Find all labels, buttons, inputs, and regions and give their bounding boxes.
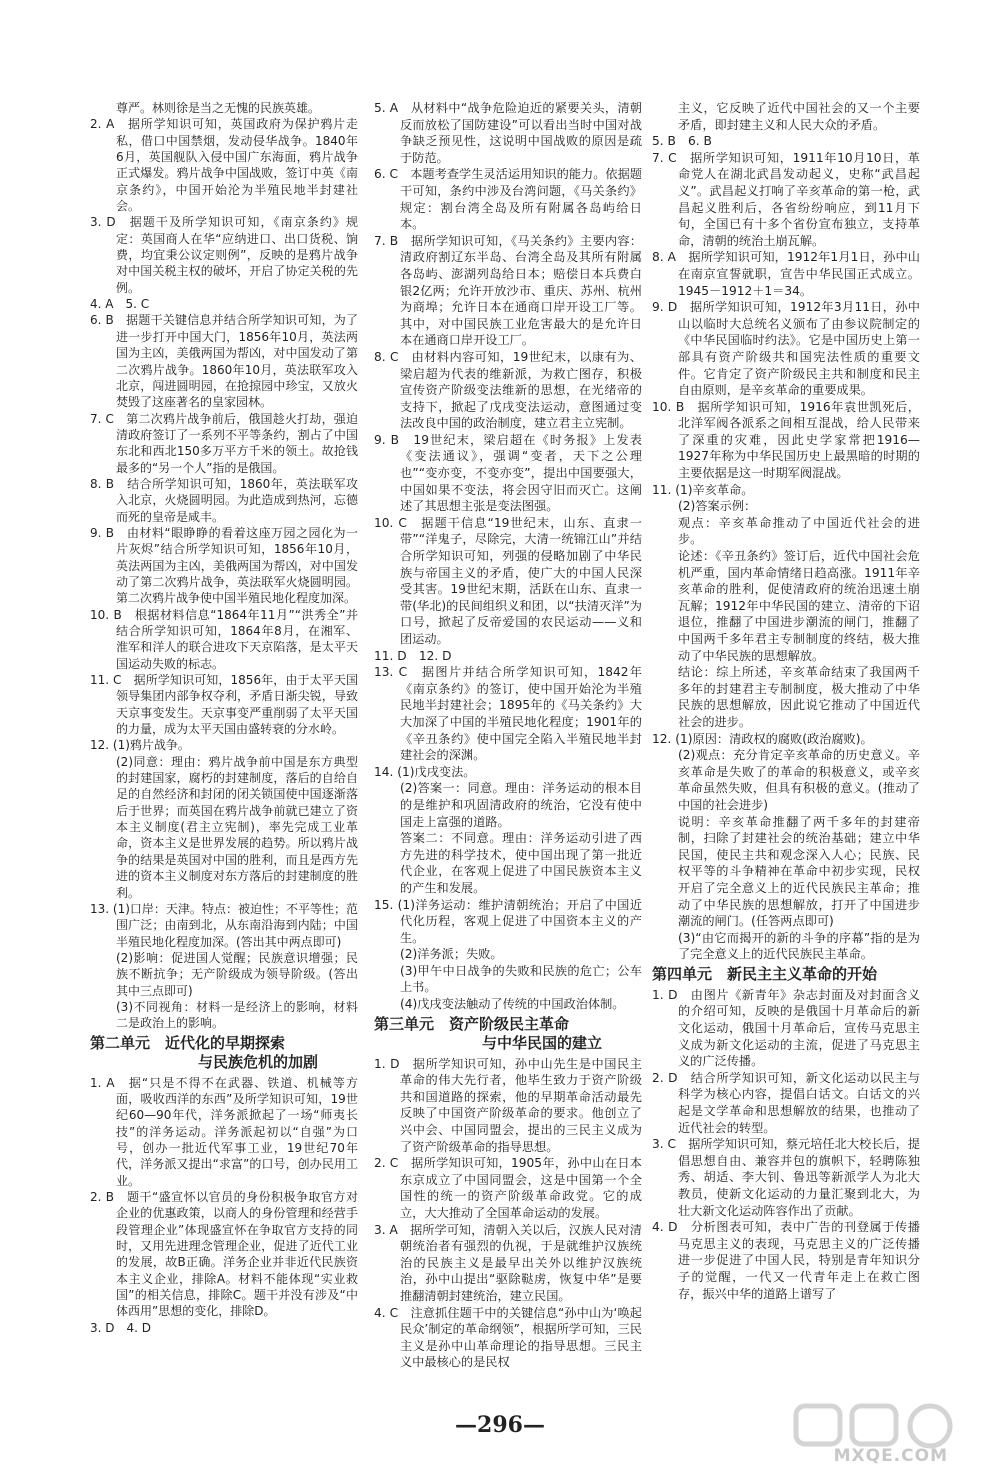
- answer-paragraph: 论述：《辛丑条约》签订后，近代中国社会危机严重，国内革命情绪日趋高涨。1911年辛亥革命的胜利，促使清政府的统治迅速土崩瓦解；1912年中华民国的建立、清帝的下诏退位，推翻了中国进步潮流的闸门，推翻了中国两千多年君主专制制度的终结，极大推动了中华民族的思想解放。: [678, 549, 920, 663]
- answer-paragraph: (3)“由它而揭开的新的斗争的序幕”指的是为了完全意义上的近代民族民主革命。: [678, 930, 920, 962]
- answer-item: 10. C 据题干信息“19世纪末，山东、直隶一带”“洋鬼子，尽除完，大清一统锦江山”并结合所学知识可知，列强的侵略加剧了中华民族与帝国主义的矛盾，使广大的中国人民深受其害。19世纪末期，活跃在山东、直隶一带(华北)的民间组织义和团，以“扶清灭洋”为口号，掀起了反帝爱国的农民运动——义和团运动。: [374, 515, 642, 646]
- answer-item: 15. (1)洋务运动：维护清朝统治；开启了中国近代化历程，客观上促进了中国资本主义的产生。: [374, 897, 642, 945]
- answer-item: 7. C 第二次鸦片战争前后，俄国趁火打劫，强迫清政府签订了一系列不平等条约，割占了中国东北和西北150多万平方千米的领土。故抢钱最多的“另一个人”指的是俄国。: [90, 411, 358, 475]
- unit-heading-line1: 第四单元 新民主主义革命的开始: [652, 964, 878, 983]
- answer-item: 11. C 据所学知识可知，1856年，由于太平天国领导集团内部争权夺利，矛盾日渐尖锐，导致天京事变发生。天京事变严重削弱了太平天国的力量，成为太平天国由盛转衰的分水岭。: [90, 673, 358, 737]
- answer-item: 2. D 结合所学知识可知，新文化运动以民主与科学为核心内容，提倡白话文。白话文的兴起是文学革命和思想解放的结果，也推动了近代社会的转型。: [652, 1070, 920, 1135]
- answer-item: 6. C 本题考查学生灵活运用知识的能力。依据题干可知，条约中涉及台湾问题，《马关条约》规定：割台湾全岛及所有附属各岛屿给日本。: [374, 167, 642, 232]
- column-2: [374, 100, 642, 1371]
- answer-item: 7. C 据所学知识可知，1911年10月10日，革命党人在湖北武昌发动起义，史称“武昌起义”。武昌起义打响了辛亥革命的第一枪，武昌起义胜利后，各省纷纷响应，到11月下旬，全国已有十多个省份宣布独立，支持革命，清朝的统治土崩瓦解。: [652, 150, 920, 248]
- answer-item: 4. D 分析图表可知，表中广告的刊登属于传播马克思主义的表现，马克思主义的广泛传播进一步促进了中国人民，特别是青年知识分子的觉醒，一代又一代青年走上在救亡图存，振兴中华的道路上谱写了: [652, 1220, 920, 1301]
- answer-item: 5. B 6. B: [652, 134, 712, 149]
- answer-item: 12. (1)鸦片战争。: [90, 738, 190, 753]
- answer-paragraph: 观点：辛亥革命推动了中国近代社会的进步。: [678, 515, 920, 547]
- unit-heading: [90, 1034, 358, 1072]
- watermark-text: MXQE.COM: [833, 1446, 948, 1466]
- answer-item: 4. C 注意抓住题干中的关键信息“孙中山为‘唤起民众’制定的革命纲领”，根据所学可知，三民主义是孙中山革命理论的指导思想。三民主义中最核心的是民权: [374, 1305, 642, 1370]
- answer-item: 1. D 据所学知识可知，孙中山先生是中国民主革命的伟大先行者，他毕生致力于资产阶级共和国道路的探索，他的早期革命活动最先反映了中国资产阶级革命的要求。他创立了兴中会、中国同盟会，提出的三民主义成为了资产阶级革命的指导思想。: [374, 1056, 642, 1154]
- answer-item: 11. D 12. D: [374, 648, 452, 663]
- answer-paragraph: 尊严。林则徐是当之无愧的民族英雄。: [116, 101, 321, 115]
- answer-paragraph: 主义，它反映了近代中国社会的又一个主要矛盾，即封建主义和人民大众的矛盾。: [678, 101, 920, 132]
- answer-paragraph: (4)戊戌变法触动了传统的中国政治体制。: [400, 997, 625, 1012]
- unit-heading-line2: 与民族危机的加剧: [197, 1052, 318, 1071]
- answer-item: 12. (1)原因：清政权的腐败(政治腐败)。: [652, 731, 873, 746]
- answer-paragraph: (2)同意：理由：鸦片战争前中国是东方典型的封建国家，腐朽的封建制度，落后的自给自足的自然经济和封闭的闭关锁国使中国逐渐落后于世界；而英国在鸦片战争前就已建立了资本主义制度(君主立宪制)，率先完成工业革命，资本主义是世界发展的趋势。所以鸦片战争的结果是英国对中国的胜利，而且是西方先进的资本主义制度对东方落后的封建制度的胜利。: [116, 754, 358, 900]
- answer-item: 8. B 结合所学知识可知，1860年，英法联军攻入北京，火烧圆明园。为此造成到热河，忘德而死的皇帝是咸丰。: [90, 476, 358, 524]
- answer-item: 3. D 4. D: [90, 1320, 152, 1335]
- column-3: [652, 100, 920, 1302]
- answer-paragraph: 答案二：不同意。理由：洋务运动引进了西方先进的科学技术，使中国出现了第一批近代企业，在客观上促进了中国民族资本主义的产生和发展。: [400, 831, 642, 895]
- answer-item: 10. B 据所学知识可知，1916年袁世凯死后，北洋军阀各派系之间相互混战，给人民带来了深重的灾难，因此史学家常把1916—1927年称为中华民国历史上最黑暗的时期的主要依据是这一时期军阀混战。: [652, 399, 920, 481]
- answer-item: 14. (1)戊戌变法。: [374, 764, 476, 779]
- answer-item: 5. A 从材料中“战争危险迫近的紧要关头，清朝反而放松了国防建设”可以看出当时中国对战争缺乏预见性，这说明中国战败的原因是疏于防范。: [374, 101, 642, 165]
- unit-heading: [652, 965, 920, 984]
- unit-heading-line1: 第三单元 资产阶级民主革命: [374, 1014, 570, 1033]
- answer-item: 9. B 19世纪末，梁启超在《时务报》上发表《变法通议》，强调“变者，天下之公理也”“变亦变，不变亦变”，提出中国要强大，中国如果不变法，将会因守旧而灭亡。这阐述了其思想主张是变法图强。: [374, 432, 642, 514]
- answer-item: 3. A 据所学可知，清朝入关以后，汉族人民对清朝统治者有强烈的仇视，于是就维护汉族统治的民族主义是最早出关外以维护汉族统治，孙中山提出“驱除鞑虏，恢复中华”是要推翻清朝封建统治，建立民国。: [374, 1222, 642, 1303]
- answer-item: 8. A 据所学知识可知，1912年1月1日，孙中山在南京宣誓就职，宣告中华民国正式成立。1945－1912＋1＝34。: [652, 250, 920, 298]
- answer-item: 13. (1)口岸：天津。特点：被迫性；不平等性；范围广泛；由南到北，从东南沿海到内陆；中国半殖民地化程度加深。(答出其中两点即可): [90, 901, 358, 949]
- unit-heading: [374, 1015, 642, 1053]
- answer-paragraph: (2)观点：充分肯定辛亥革命的历史意义。辛亥革命是失败了的革命的积极意义，或辛亥革命虽然失败，但具有积极的意义。(推动了中国的社会进步): [678, 748, 920, 812]
- answer-paragraph: (2)影响：促进国人觉醒；民族意识增强；民族不断抗争；无产阶级成为领导阶级。(答出其中三点即可): [116, 950, 358, 998]
- answer-item: 7. B 据所学知识可知，《马关条约》主要内容：清政府割辽东半岛、台湾全岛及其所有附属各岛屿、澎湖列岛给日本；赔偿日本兵费白银2亿两；允许开放沙市、重庆、苏州、杭州为商埠；允许日本在通商口岸开设工厂等。其中，对中国民族工业危害最大的是允许日本在通商口岸开设工厂。: [374, 233, 642, 348]
- answer-paragraph: (2)答案示例：: [678, 499, 757, 514]
- answer-paragraph: (2)洋务派；失败。: [400, 947, 503, 962]
- answer-item: 2. C 据所学知识可知，1905年，孙中山在日本东京成立了中国同盟会，这是中国第一个全国性的统一的资产阶级革命政党。它的成立，大大推动了全国革命运动的发展。: [374, 1156, 642, 1220]
- answer-item: 1. A 据“只是不得不在武器、铁道、机械等方面，吸收西洋的东西”及所学知识可知，19世纪60—90年代，洋务派掀起了一场“师夷长技”的洋务运动。洋务派起初以“自强”为口号，创办一批近代军事工业，19世纪70年代，洋务派又提出“求富”的口号，创办民用工业。: [90, 1075, 358, 1188]
- page-number: —296—: [455, 1412, 545, 1438]
- answer-item: 9. D 据所学知识可知，1912年3月11日，孙中山以临时大总统名义颁布了由参议院制定的《中华民国临时约法》。它是中国历史上第一部具有资产阶级共和国宪法性质的重要文件。它肯定了资产阶级民主共和制度和民主自由原则，是辛亥革命的重要成果。: [652, 300, 920, 398]
- answer-item: 3. D 据题干及所学知识可知，《南京条约》规定：英国商人在华“应纳进口、出口货税、饷费，均宜秉公议定则例”，反映的是鸦片战争对中国关税主权的破坏，开启了协定关税的先例。: [90, 215, 358, 295]
- answer-item: 8. C 由材料内容可知，19世纪末，以康有为、梁启超为代表的维新派，为救亡图存，积极宣传资产阶级变法维新的思想，在光绪帝的支持下，掀起了戊戌变法运动，意图通过变法改良中国的政治制度，建立君主立宪制。: [374, 349, 642, 431]
- answer-paragraph: (3)甲午中日战争的失败和民族的危亡；公车上书。: [400, 963, 642, 995]
- answer-item: 6. B 据题干关键信息并结合所学知识可知，为了进一步打开中国大门，1856年10月，英法两国为主凶，美俄两国为帮凶，对中国发动了第二次鸦片战争。1860年10月，英法联军攻入北京，闯进圆明园，在抢掠园中珍宝，又放火焚毁了这座著名的皇家园林。: [90, 313, 358, 410]
- column-1: [90, 100, 358, 1336]
- unit-heading-line1: 第二单元 近代化的早期探索: [90, 1033, 286, 1052]
- answer-item: 13. C 据图片并结合所学知识可知，1842年《南京条约》的签订，使中国开始沦为半殖民地半封建社会；1895年的《马关条约》大大加深了中国的半殖民地化程度；1901年的《辛丑条约》使中国完全陷入半殖民地半封建社会的深渊。: [374, 665, 642, 763]
- answer-item: 1. D 由图片《新青年》杂志封面及对封面含义的介绍可知，反映的是俄国十月革命后的新文化运动，俄国十月革命后，宣传马克思主义成为新文化运动的主流，促进了马克思主义的广泛传播。: [652, 987, 920, 1069]
- answer-paragraph: (3)不同视角：材料一是经济上的影响，材料二是政治上的影响。: [116, 999, 358, 1031]
- answer-item: 2. B 题干“盛宣怀以官员的身份积极争取官方对企业的优惠政策，以商人的身份管理和经营手段管理企业”体现盛宣怀在争取官方支持的同时，又用先进理念管理企业，促进了近代工业的发展，故B正确。洋务企业并非近代民族资本主义企业，排除A。材料不能体现“实业救国”的相关信息，排除C。题干并没有涉及“中体西用”思想的变化，排除D。: [90, 1190, 358, 1319]
- answer-paragraph: 说明：辛亥革命推翻了两千多年的封建帝制，扫除了封建社会的统治基础；建立中华民国，使民主共和观念深入人心；民族、民权平等的斗争精神在革命中初步实现，民权开启了完全意义上的近代民族民主革命；推动了中华民族的思想解放，打开了中国进步潮流的闸门。(任答两点即可): [678, 814, 920, 929]
- answer-item: 3. C 据所学知识可知，蔡元培任北大校长后，提倡思想自由、兼容并包的旗帜下，轻聘陈独秀、胡适、李大钊、鲁迅等新派学人为北大教员，使新文化运动的力量汇聚到北大，为壮大新文化运动阵容作出了贡献。: [652, 1137, 920, 1218]
- answer-item: 4. A 5. C: [90, 297, 150, 312]
- answer-paragraph: (2)答案一：同意。理由：洋务运动的根本目的是维护和巩固清政府的统治，它没有使中国走上富强的道路。: [400, 781, 642, 829]
- unit-heading-line2: 与中华民国的建立: [481, 1033, 602, 1052]
- answer-item: 11. (1)辛亥革命。: [652, 482, 754, 497]
- answer-item: 9. B 由材料“眼睁睁的看着这座万园之园化为一片灰烬”结合所学知识可知，1856年10月，英法两国为主凶，美俄两国为帮凶，对中国发动了第二次鸦片战争，英法联军火烧圆明园。第二次鸦片战争使中国半殖民地化程度加深。: [90, 525, 358, 606]
- answer-paragraph: 结论：综上所述，辛亥革命结束了我国两千多年的封建君主专制制度，极大推动了中华民族的思想解放，因此说它推动了中国近代社会的进步。: [678, 665, 920, 729]
- answer-item: 2. A 据所学知识可知，英国政府为保护鸦片走私，借口中国禁烟，发动侵华战争。1840年6月，英国舰队入侵中国广东海面，鸦片战争正式爆发。鸦片战争中国战败，签订中英《南京条约》，中国开始沦为半殖民地半封建社会。: [90, 117, 358, 214]
- answer-item: 10. B 根据材料信息“1864年11月”“洪秀全”并结合所学知识可知，1864年8月，在湘军、淮军和洋人的联合进攻下天京陷落，是太平天国运动失败的标志。: [90, 607, 358, 671]
